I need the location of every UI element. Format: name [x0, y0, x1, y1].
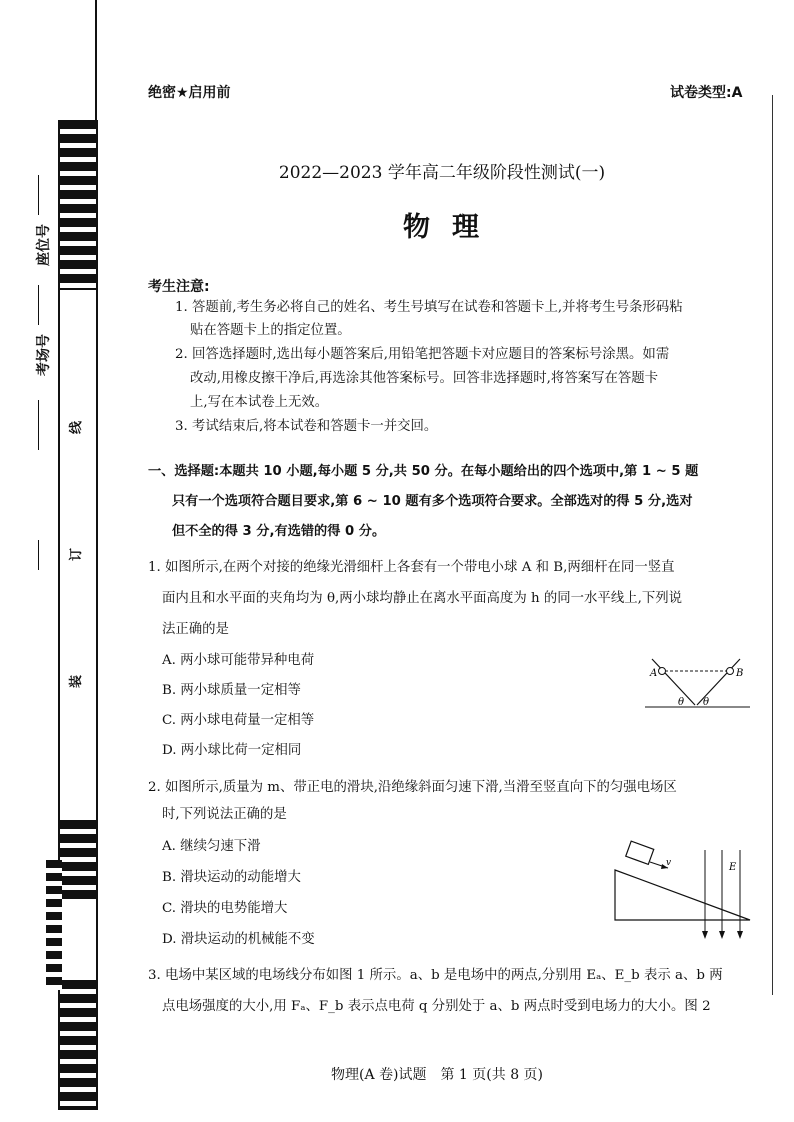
binding-stripes — [46, 860, 62, 990]
notice-line: 3. 考试结束后,将本试卷和答题卡一并交回。 — [175, 419, 438, 434]
notice-line: 1. 答题前,考生务必将自己的姓名、考生号填写在试卷和答题卡上,并将考生号条形码粘 — [175, 300, 683, 315]
binding-bind-label: 装 — [69, 674, 85, 689]
section-heading-line: 只有一个选项符合题目要求,第 6 ~ 10 题有多个选项符合要求。全部选对的得 5 分,选对 — [172, 494, 693, 509]
field-arrowhead — [702, 931, 708, 939]
paper-type: 试卷类型:A — [670, 85, 743, 101]
question-1-line: 1. 如图所示,在两个对接的绝缘光滑细杆上各套有一个带电小球 A 和 B,两细杆在同一竖直 — [148, 560, 675, 575]
question-2-line: 2. 如图所示,质量为 m、带正电的滑块,沿绝缘斜面匀速下滑,当滑至竖直向下的匀强电场区 — [148, 780, 677, 795]
notice-title: 考生注意: — [148, 279, 210, 295]
ball-b — [727, 668, 734, 675]
label-b: B — [736, 668, 744, 679]
question-1-line: 法正确的是 — [162, 622, 229, 637]
exam-title: 2022—2023 学年高二年级阶段性测试(一) — [278, 163, 606, 183]
subject-title: 物理 — [403, 212, 501, 243]
binding-order-label: 订 — [69, 547, 85, 562]
secret-mark: 绝密★启用前 — [148, 85, 231, 101]
question-1-option-d: D. 两小球比荷一定相同 — [162, 743, 302, 758]
question-2-option-c: C. 滑块的电势能增大 — [162, 901, 288, 916]
label-e: E — [729, 862, 737, 873]
seat-label: 座位号 — [36, 224, 52, 266]
ball-a — [659, 668, 666, 675]
theta-right: θ — [703, 697, 710, 708]
question-2-line: 时,下列说法正确的是 — [162, 807, 287, 822]
page-footer: 物理(A 卷)试题 第 1 页(共 8 页) — [330, 1067, 544, 1083]
theta-left: θ — [678, 697, 685, 708]
incline — [615, 870, 750, 920]
exam-no-underline — [38, 285, 39, 325]
notice-line: 上,写在本试卷上无效。 — [190, 395, 329, 410]
field-arrowhead — [737, 931, 743, 939]
binding-bar — [58, 120, 98, 1110]
notice-line: 2. 回答选择题时,选出每小题答案后,用铅笔把答题卡对应题目的答案标号涂黑。如需 — [175, 347, 670, 362]
notice-line: 贴在答题卡上的指定位置。 — [190, 323, 351, 338]
slider-block — [626, 841, 654, 864]
binding-top-line — [95, 0, 97, 120]
question-1-option-c: C. 两小球电荷量一定相等 — [162, 713, 315, 728]
question-1-option-b: B. 两小球质量一定相等 — [162, 683, 301, 698]
question-2-option-a: A. 继续匀速下滑 — [162, 839, 261, 854]
question-1-line: 面内且和水平面的夹角均为 θ,两小球均静止在离水平面高度为 h 的同一水平线上,下列说 — [162, 591, 683, 606]
binding-line-label: 线 — [69, 420, 85, 435]
field-arrowhead — [719, 931, 725, 939]
question-3-line: 3. 电场中某区域的电场线分布如图 1 所示。a、b 是电场中的两点,分别用 Eₐ、E_b 表示 a、b 两 — [148, 968, 723, 983]
exam-no-label: 考场号 — [36, 334, 52, 376]
question-2-figure — [610, 835, 755, 945]
class-underline — [38, 540, 39, 570]
question-2-option-d: D. 滑块运动的机械能不变 — [162, 932, 315, 947]
section-heading-line: 但不全的得 3 分,有选错的得 0 分。 — [172, 524, 386, 539]
question-1-figure — [640, 655, 755, 715]
left-rod — [652, 659, 695, 705]
label-a: A — [650, 668, 658, 679]
question-2-option-b: B. 滑块运动的动能增大 — [162, 870, 301, 885]
name-underline — [38, 400, 39, 450]
binding-stripes — [60, 820, 96, 900]
question-3-line: 点电场强度的大小,用 Fₐ、F_b 表示点电荷 q 分别处于 a、b 两点时受到电场力的大小。图 2 — [162, 999, 711, 1014]
binding-stripes — [60, 980, 96, 1110]
section-heading-line: 一、选择题:本题共 10 小题,每小题 5 分,共 50 分。在每小题给出的四个选项中,第 1 ~ 5 题 — [148, 464, 699, 479]
label-v: v — [666, 858, 672, 868]
question-1-option-a: A. 两小球可能带异种电荷 — [162, 653, 315, 668]
notice-line: 改动,用橡皮擦干净后,再选涂其他答案标号。回答非选择题时,将答案写在答题卡 — [190, 371, 659, 386]
